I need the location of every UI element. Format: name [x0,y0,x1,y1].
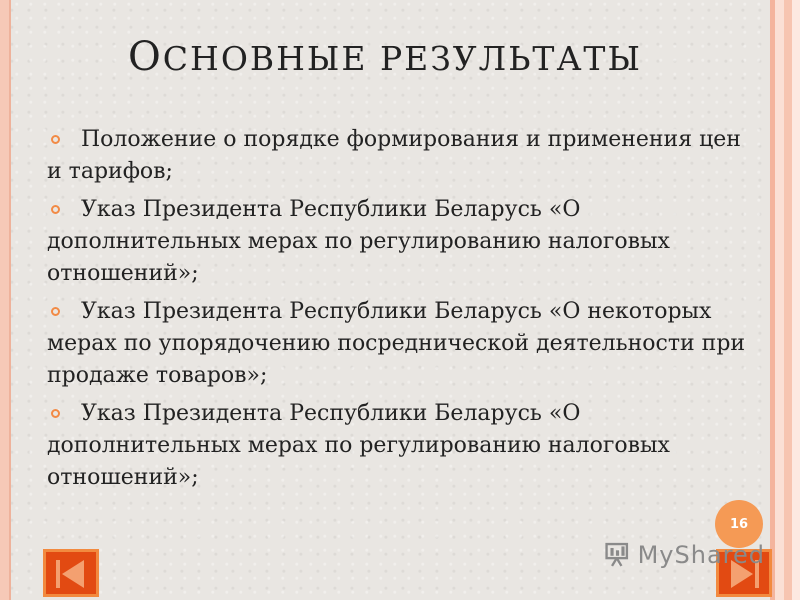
title-rest: СНОВНЫЕ РЕЗУЛЬТАТЫ [162,39,642,78]
left-border-line [9,0,11,600]
left-border-stripe [0,0,9,600]
list-item [47,296,747,392]
watermark-logo [605,538,765,572]
first-slide-button[interactable] [43,549,99,597]
right-border-stripe [770,0,800,600]
bullet-list [47,124,747,500]
circle-bullet-icon [51,205,60,214]
list-item-text: Положение о порядке формирования и применения цен и тарифов; [47,127,741,184]
circle-bullet-icon [51,409,60,418]
title-initial: О [128,34,163,80]
list-item [47,398,747,494]
slide-title [128,34,728,84]
list-item-text: Указ Президента Республики Беларусь «О некоторых мерах по упорядочению посреднической деятельности при продаже товаров»; [47,299,746,388]
list-item [47,124,747,188]
list-item [47,194,747,290]
circle-bullet-icon [51,135,60,144]
first-slide-icon [52,557,90,591]
list-item-text: Указ Президента Республики Беларусь «О дополнительных мерах по регулированию налоговых отношений»; [47,401,670,490]
circle-bullet-icon [51,307,60,316]
watermark-text: MyShared [637,541,765,569]
page-number-badge: 16 [715,500,763,548]
presentation-board-icon [605,539,632,571]
list-item-text: Указ Президента Республики Беларусь «О дополнительных мерах по регулированию налоговых отношений»; [47,197,670,286]
